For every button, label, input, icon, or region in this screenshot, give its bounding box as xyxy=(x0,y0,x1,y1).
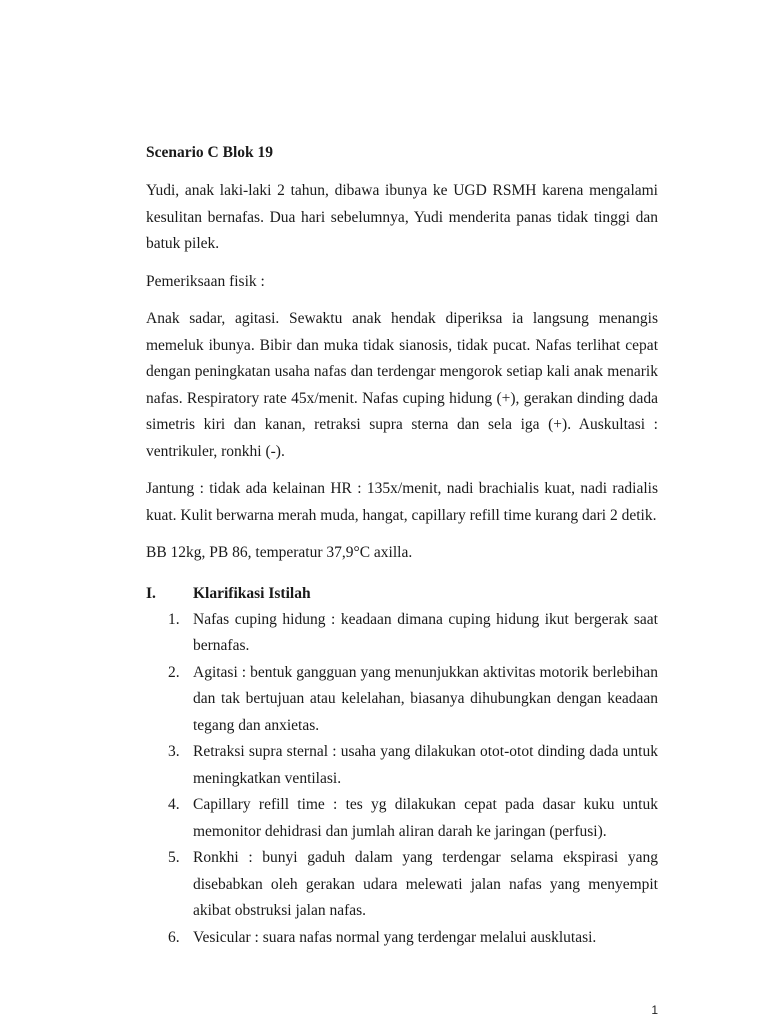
list-item-text: Vesicular : suara nafas normal yang terdengar melalui ausklutasi. xyxy=(193,928,597,946)
anthropometry: BB 12kg, PB 86, temperatur 37,9°C axilla. xyxy=(146,544,413,561)
list-item-text: Retraksi supra sternal : usaha yang dilakukan otot-otot dinding dada untuk meningkatkan ventilasi. xyxy=(193,743,658,787)
list-item-number: 1. xyxy=(168,610,180,628)
physical-exam-heading: Pemeriksaan fisik : xyxy=(146,272,265,290)
list-item xyxy=(146,739,658,792)
list-item-number: 6. xyxy=(168,928,180,946)
section-number: I. xyxy=(146,584,156,602)
list-item-number: 5. xyxy=(168,849,180,866)
list-item-number: 3. xyxy=(168,743,180,760)
list-item xyxy=(146,607,658,660)
term-list xyxy=(146,607,658,952)
section-heading xyxy=(146,581,658,607)
list-item-text: Capillary refill time : tes yg dilakukan cepat pada dasar kuku untuk memonitor dehidrasi dan jumlah aliran darah ke jaringan (perfusi). xyxy=(193,796,658,840)
document-page xyxy=(146,140,658,951)
case-description: Yudi, anak laki-laki 2 tahun, dibawa ibunya ke UGD RSMH karena mengalami kesulitan bernafas. Dua hari sebelumnya, Yudi menderita panas tidak tinggi dan batuk pilek. xyxy=(146,182,658,252)
list-item-number: 2. xyxy=(168,663,180,681)
list-item-text: Nafas cuping hidung : keadaan dimana cuping hidung ikut bergerak saat bernafas. xyxy=(193,610,658,654)
list-item-number: 4. xyxy=(168,796,180,813)
list-item xyxy=(146,845,658,925)
physical-exam-findings: Anak sadar, agitasi. Sewaktu anak hendak diperiksa ia langsung menangis memeluk ibunya. Bibir dan muka tidak sianosis, tidak pucat. Nafas terlihat cepat dengan peningkatan usaha nafas dan terdengar mengorok setiap kali anak menarik nafas. Respiratory rate 45x/menit. Nafas cuping hidung (+), gerakan dinding dada simetris kiri dan kanan, retraksi supra sterna dan sela iga (+). Auskultasi : ventrikuler, ronkhi (-). xyxy=(146,310,658,460)
document-title: Scenario C Blok 19 xyxy=(146,144,274,161)
list-item xyxy=(146,660,658,740)
list-item-text: Ronkhi : bunyi gaduh dalam yang terdengar selama ekspirasi yang disebabkan oleh gerakan udara melewati jalan nafas yang menyempit akibat obstruksi jalan nafas. xyxy=(193,849,658,919)
list-item-text: Agitasi : bentuk gangguan yang menunjukkan aktivitas motorik berlebihan dan tak bertujuan atau kelelahan, biasanya dihubungkan dengan keadaan tegang dan anxietas. xyxy=(193,663,658,734)
list-item xyxy=(146,792,658,845)
list-item xyxy=(146,925,658,952)
section-title: Klarifikasi Istilah xyxy=(193,584,311,602)
cardiac-findings: Jantung : tidak ada kelainan HR : 135x/menit, nadi brachialis kuat, nadi radialis kuat. Kulit berwarna merah muda, hangat, capillary refill time kurang dari 2 detik. xyxy=(146,480,658,524)
page-number: 1 xyxy=(651,1003,658,1017)
